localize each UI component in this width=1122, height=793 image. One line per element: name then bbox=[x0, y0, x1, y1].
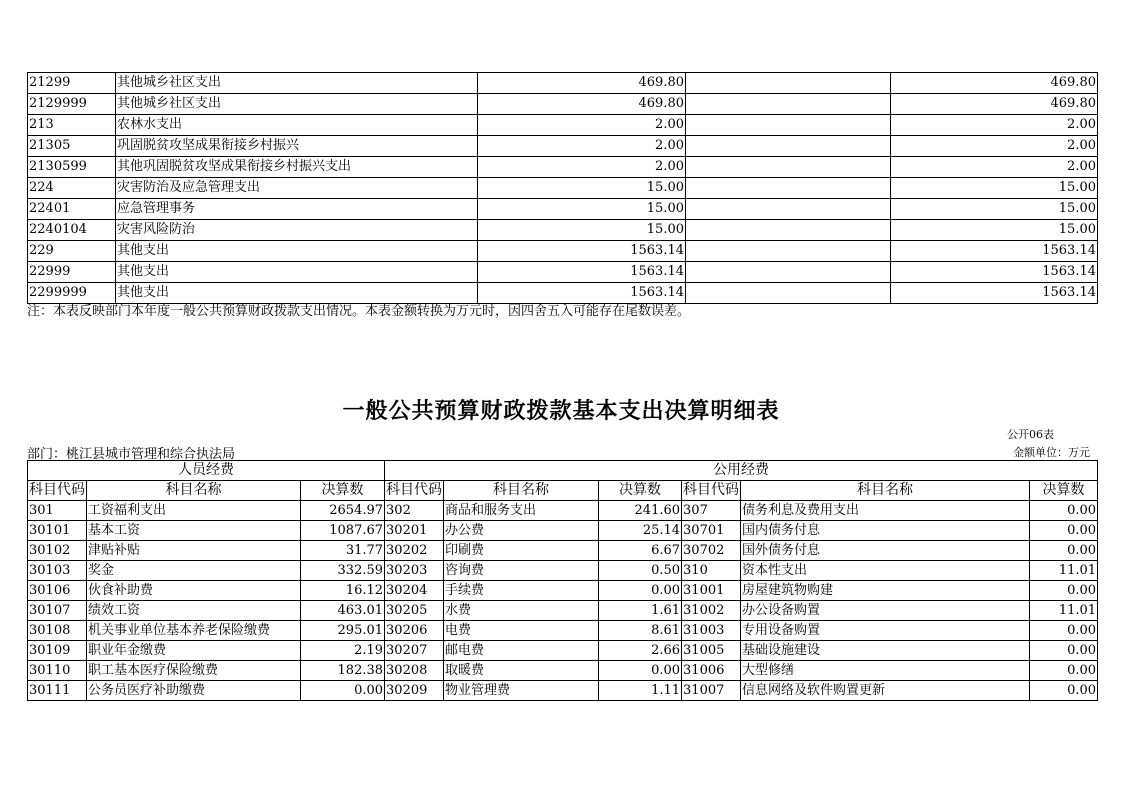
name-cell: 商品和服务支出 bbox=[444, 501, 599, 521]
amount-cell: 0.00 bbox=[599, 581, 682, 601]
summary-value-cell bbox=[686, 157, 891, 178]
summary-table-body bbox=[28, 73, 1098, 304]
amount-cell: 0.00 bbox=[1030, 521, 1098, 541]
code-cell: 30202 bbox=[385, 541, 444, 561]
table-row bbox=[28, 541, 1098, 561]
col-header-amount: 决算数 bbox=[301, 481, 385, 501]
code-cell: 30206 bbox=[385, 621, 444, 641]
amount-unit-label: 金额单位：万元 bbox=[1013, 446, 1090, 459]
summary-value-cell: 1563.14 bbox=[891, 283, 1098, 304]
amount-cell: 332.59 bbox=[301, 561, 385, 581]
summary-code-cell: 2240104 bbox=[28, 220, 116, 241]
amount-cell: 0.50 bbox=[599, 561, 682, 581]
page-title: 一般公共预算财政拨款基本支出决算明细表 bbox=[342, 398, 780, 424]
summary-value-cell bbox=[686, 178, 891, 199]
amount-cell: 0.00 bbox=[1030, 581, 1098, 601]
summary-value-cell bbox=[686, 73, 891, 94]
summary-value-cell: 2.00 bbox=[891, 115, 1098, 136]
col-header-name: 科目名称 bbox=[741, 481, 1030, 501]
summary-value-cell bbox=[686, 262, 891, 283]
summary-code-cell: 21299 bbox=[28, 73, 116, 94]
name-cell: 资本性支出 bbox=[741, 561, 1030, 581]
table-row bbox=[28, 581, 1098, 601]
summary-value-cell: 1563.14 bbox=[891, 262, 1098, 283]
summary-value-cell: 469.80 bbox=[891, 73, 1098, 94]
amount-cell: 0.00 bbox=[301, 681, 385, 701]
department-label: 部门：桃江县城市管理和综合执法局 bbox=[27, 447, 236, 462]
summary-value-cell: 15.00 bbox=[891, 199, 1098, 220]
amount-cell: 0.00 bbox=[599, 661, 682, 681]
name-cell: 咨询费 bbox=[444, 561, 599, 581]
summary-value-cell bbox=[686, 115, 891, 136]
col-header-code: 科目代码 bbox=[385, 481, 444, 501]
name-cell: 基础设施建设 bbox=[741, 641, 1030, 661]
code-cell: 30702 bbox=[682, 541, 741, 561]
summary-value-cell: 15.00 bbox=[891, 178, 1098, 199]
amount-cell: 2.66 bbox=[599, 641, 682, 661]
name-cell: 职工基本医疗保险缴费 bbox=[87, 661, 301, 681]
code-cell: 31002 bbox=[682, 601, 741, 621]
table-row bbox=[28, 262, 1098, 283]
summary-value-cell: 1563.14 bbox=[478, 262, 686, 283]
col-header-name: 科目名称 bbox=[87, 481, 301, 501]
name-cell: 电费 bbox=[444, 621, 599, 641]
table-row bbox=[28, 199, 1098, 220]
table-row bbox=[28, 115, 1098, 136]
table-row bbox=[28, 157, 1098, 178]
summary-name-cell: 其他城乡社区支出 bbox=[116, 94, 478, 115]
group-header-row bbox=[28, 461, 1098, 481]
amount-cell: 16.12 bbox=[301, 581, 385, 601]
summary-value-cell bbox=[686, 94, 891, 115]
expenditure-summary-table bbox=[27, 72, 1098, 304]
code-cell: 30109 bbox=[28, 641, 87, 661]
summary-code-cell: 2129999 bbox=[28, 94, 116, 115]
amount-cell: 463.01 bbox=[301, 601, 385, 621]
summary-code-cell: 2130599 bbox=[28, 157, 116, 178]
amount-cell: 8.61 bbox=[599, 621, 682, 641]
table-row bbox=[28, 641, 1098, 661]
code-cell: 30111 bbox=[28, 681, 87, 701]
name-cell: 专用设备购置 bbox=[741, 621, 1030, 641]
summary-value-cell: 2.00 bbox=[478, 115, 686, 136]
code-cell: 30701 bbox=[682, 521, 741, 541]
name-cell: 信息网络及软件购置更新 bbox=[741, 681, 1030, 701]
detail-table-body bbox=[28, 461, 1098, 701]
amount-cell: 0.00 bbox=[1030, 621, 1098, 641]
name-cell: 取暖费 bbox=[444, 661, 599, 681]
code-cell: 30201 bbox=[385, 521, 444, 541]
code-cell: 30106 bbox=[28, 581, 87, 601]
name-cell: 基本工资 bbox=[87, 521, 301, 541]
summary-value-cell bbox=[686, 241, 891, 262]
summary-name-cell: 其他巩固脱贫攻坚成果衔接乡村振兴支出 bbox=[116, 157, 478, 178]
form-number: 公开06表 bbox=[1007, 428, 1054, 441]
amount-cell: 11.01 bbox=[1030, 561, 1098, 581]
summary-value-cell: 2.00 bbox=[478, 157, 686, 178]
table-row bbox=[28, 220, 1098, 241]
name-cell: 国内债务付息 bbox=[741, 521, 1030, 541]
table-note: 注：本表反映部门本年度一般公共预算财政拨款支出情况。本表金额转换为万元时，因四舍五入可能存在尾数误差。 bbox=[27, 304, 691, 319]
amount-cell: 2654.97 bbox=[301, 501, 385, 521]
code-cell: 301 bbox=[28, 501, 87, 521]
code-cell: 310 bbox=[682, 561, 741, 581]
code-cell: 31007 bbox=[682, 681, 741, 701]
name-cell: 绩效工资 bbox=[87, 601, 301, 621]
name-cell: 邮电费 bbox=[444, 641, 599, 661]
code-cell: 30207 bbox=[385, 641, 444, 661]
amount-cell: 182.38 bbox=[301, 661, 385, 681]
summary-value-cell: 15.00 bbox=[478, 220, 686, 241]
name-cell: 办公费 bbox=[444, 521, 599, 541]
code-cell: 30103 bbox=[28, 561, 87, 581]
summary-code-cell: 22999 bbox=[28, 262, 116, 283]
table-row bbox=[28, 73, 1098, 94]
col-header-amount: 决算数 bbox=[599, 481, 682, 501]
summary-code-cell: 224 bbox=[28, 178, 116, 199]
name-cell: 奖金 bbox=[87, 561, 301, 581]
column-header-row bbox=[28, 481, 1098, 501]
summary-code-cell: 21305 bbox=[28, 136, 116, 157]
summary-value-cell bbox=[686, 199, 891, 220]
code-cell: 30102 bbox=[28, 541, 87, 561]
summary-value-cell: 1563.14 bbox=[891, 241, 1098, 262]
table-row bbox=[28, 621, 1098, 641]
name-cell: 工资福利支出 bbox=[87, 501, 301, 521]
table-row bbox=[28, 681, 1098, 701]
table-row bbox=[28, 561, 1098, 581]
summary-value-cell: 2.00 bbox=[891, 157, 1098, 178]
code-cell: 31005 bbox=[682, 641, 741, 661]
summary-value-cell: 15.00 bbox=[478, 199, 686, 220]
name-cell: 房屋建筑物购建 bbox=[741, 581, 1030, 601]
amount-cell: 241.60 bbox=[599, 501, 682, 521]
summary-value-cell: 15.00 bbox=[478, 178, 686, 199]
summary-value-cell: 469.80 bbox=[478, 73, 686, 94]
name-cell: 职业年金缴费 bbox=[87, 641, 301, 661]
name-cell: 国外债务付息 bbox=[741, 541, 1030, 561]
summary-value-cell: 469.80 bbox=[891, 94, 1098, 115]
amount-cell: 0.00 bbox=[1030, 641, 1098, 661]
code-cell: 302 bbox=[385, 501, 444, 521]
table-row bbox=[28, 661, 1098, 681]
code-cell: 30209 bbox=[385, 681, 444, 701]
name-cell: 手续费 bbox=[444, 581, 599, 601]
code-cell: 30204 bbox=[385, 581, 444, 601]
code-cell: 31006 bbox=[682, 661, 741, 681]
col-header-code: 科目代码 bbox=[28, 481, 87, 501]
group-public-header: 公用经费 bbox=[385, 461, 1098, 481]
code-cell: 30205 bbox=[385, 601, 444, 621]
summary-value-cell: 2.00 bbox=[478, 136, 686, 157]
summary-name-cell: 其他支出 bbox=[116, 283, 478, 304]
summary-value-cell: 2.00 bbox=[891, 136, 1098, 157]
table-row bbox=[28, 283, 1098, 304]
amount-cell: 1.11 bbox=[599, 681, 682, 701]
summary-name-cell: 农林水支出 bbox=[116, 115, 478, 136]
code-cell: 307 bbox=[682, 501, 741, 521]
summary-name-cell: 其他支出 bbox=[116, 262, 478, 283]
summary-value-cell: 1563.14 bbox=[478, 241, 686, 262]
name-cell: 机关事业单位基本养老保险缴费 bbox=[87, 621, 301, 641]
table-row bbox=[28, 94, 1098, 115]
amount-cell: 0.00 bbox=[1030, 541, 1098, 561]
name-cell: 伙食补助费 bbox=[87, 581, 301, 601]
summary-code-cell: 213 bbox=[28, 115, 116, 136]
summary-name-cell: 灾害防治及应急管理支出 bbox=[116, 178, 478, 199]
table-row bbox=[28, 241, 1098, 262]
summary-value-cell: 1563.14 bbox=[478, 283, 686, 304]
summary-name-cell: 其他城乡社区支出 bbox=[116, 73, 478, 94]
name-cell: 水费 bbox=[444, 601, 599, 621]
name-cell: 办公设备购置 bbox=[741, 601, 1030, 621]
name-cell: 公务员医疗补助缴费 bbox=[87, 681, 301, 701]
summary-value-cell: 469.80 bbox=[478, 94, 686, 115]
table-row bbox=[28, 136, 1098, 157]
basic-expenditure-detail-table bbox=[27, 460, 1098, 701]
col-header-code: 科目代码 bbox=[682, 481, 741, 501]
table-row bbox=[28, 178, 1098, 199]
name-cell: 津贴补贴 bbox=[87, 541, 301, 561]
amount-cell: 1.61 bbox=[599, 601, 682, 621]
amount-cell: 6.67 bbox=[599, 541, 682, 561]
summary-value-cell bbox=[686, 136, 891, 157]
table-row bbox=[28, 601, 1098, 621]
code-cell: 31001 bbox=[682, 581, 741, 601]
summary-name-cell: 巩固脱贫攻坚成果衔接乡村振兴 bbox=[116, 136, 478, 157]
amount-cell: 295.01 bbox=[301, 621, 385, 641]
code-cell: 30108 bbox=[28, 621, 87, 641]
summary-value-cell bbox=[686, 220, 891, 241]
amount-cell: 0.00 bbox=[1030, 501, 1098, 521]
summary-name-cell: 灾害风险防治 bbox=[116, 220, 478, 241]
summary-code-cell: 22401 bbox=[28, 199, 116, 220]
name-cell: 大型修缮 bbox=[741, 661, 1030, 681]
summary-code-cell: 229 bbox=[28, 241, 116, 262]
code-cell: 30208 bbox=[385, 661, 444, 681]
amount-cell: 31.77 bbox=[301, 541, 385, 561]
summary-code-cell: 2299999 bbox=[28, 283, 116, 304]
code-cell: 31003 bbox=[682, 621, 741, 641]
amount-cell: 0.00 bbox=[1030, 681, 1098, 701]
summary-value-cell: 15.00 bbox=[891, 220, 1098, 241]
amount-cell: 25.14 bbox=[599, 521, 682, 541]
amount-cell: 0.00 bbox=[1030, 661, 1098, 681]
summary-name-cell: 应急管理事务 bbox=[116, 199, 478, 220]
summary-value-cell bbox=[686, 283, 891, 304]
code-cell: 30101 bbox=[28, 521, 87, 541]
amount-cell: 11.01 bbox=[1030, 601, 1098, 621]
name-cell: 物业管理费 bbox=[444, 681, 599, 701]
col-header-name: 科目名称 bbox=[444, 481, 599, 501]
amount-cell: 2.19 bbox=[301, 641, 385, 661]
group-personnel-header: 人员经费 bbox=[28, 461, 385, 481]
summary-name-cell: 其他支出 bbox=[116, 241, 478, 262]
table-row bbox=[28, 521, 1098, 541]
name-cell: 印刷费 bbox=[444, 541, 599, 561]
col-header-amount: 决算数 bbox=[1030, 481, 1098, 501]
code-cell: 30110 bbox=[28, 661, 87, 681]
code-cell: 30203 bbox=[385, 561, 444, 581]
code-cell: 30107 bbox=[28, 601, 87, 621]
amount-cell: 1087.67 bbox=[301, 521, 385, 541]
table-row bbox=[28, 501, 1098, 521]
name-cell: 债务利息及费用支出 bbox=[741, 501, 1030, 521]
